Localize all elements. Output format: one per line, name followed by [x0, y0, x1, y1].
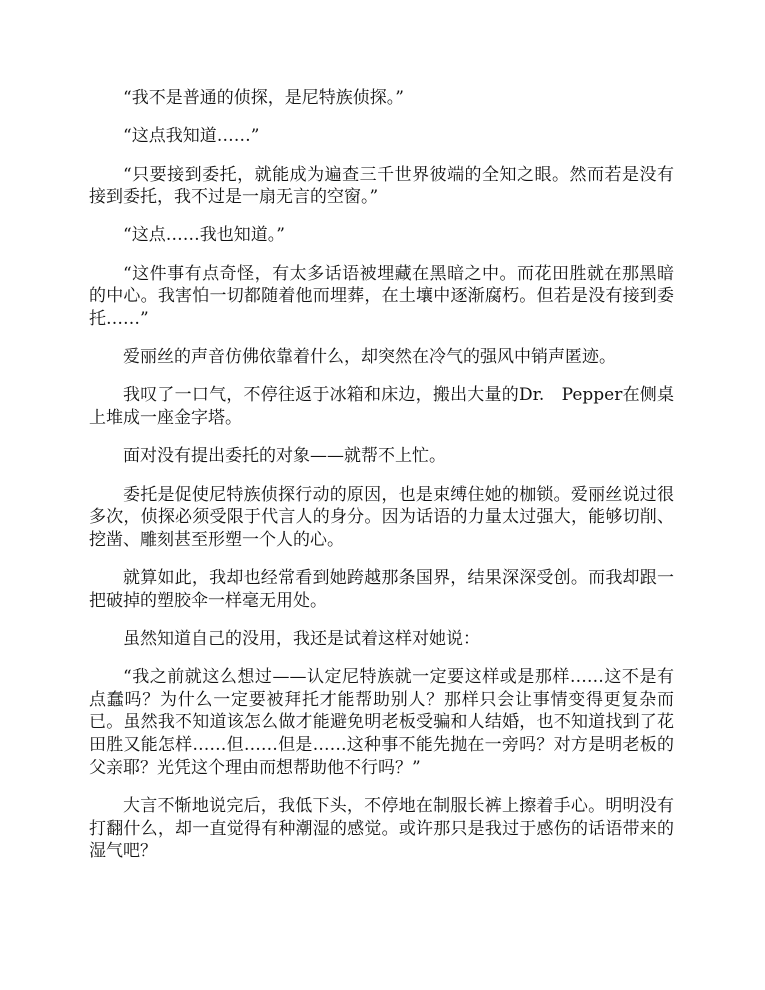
paragraph-9: 委托是促使尼特族侦探行动的原因，也是束缚住她的枷锁。爱丽丝说过很多次，侦探必须受限于代言人的身分。因为话语的力量太过强大，能够切削、挖凿、雕刻甚至形塑一个人的心。 [89, 484, 674, 550]
paragraph-8: 面对没有提出委托的对象——就帮不上忙。 [123, 446, 446, 467]
paragraph-6: 爱丽丝的声音仿佛依靠着什么，却突然在冷气的强风中销声匿迹。 [123, 347, 616, 368]
book-page [89, 87, 674, 878]
paragraph-1: “我不是普通的侦探，是尼特族侦探。” [123, 88, 404, 108]
paragraph-3: “只要接到委托，就能成为遍查三千世界彼端的全知之眼。然而若是没有接到委托，我不过是一扇无言的空窗。” [89, 164, 674, 208]
paragraph-2: “这点我知道……” [123, 126, 260, 147]
paragraph-13: 大言不惭地说完后，我低下头，不停地在制服长裤上擦着手心。明明没有打翻什么，却一直觉得有种潮湿的感觉。或许那只是我过于感伤的话语带来的湿气吧？ [89, 795, 674, 862]
paragraph-4: “这点……我也知道。” [123, 225, 285, 246]
paragraph-5: “这件事有点奇怪，有太多话语被埋藏在黑暗之中。而花田胜就在那黑暗的中心。我害怕一切都随着他而埋葬，在土壤中逐渐腐朽。但若是没有接到委托……” [89, 263, 674, 329]
paragraph-11: 虽然知道自己的没用，我还是试着这样对她说： [123, 628, 480, 649]
paragraph-12: “我之前就这么想过——认定尼特族就一定要这样或是那样……这不是有点蠢吗？为什么一定要被拜托才能帮助别人？那样只会让事情变得更复杂而已。虽然我不知道该怎么做才能避免明老板受骗和人结婚，也不知道找到了花田胜又能怎样……但……但是……这种事不能先抛在一旁吗？对方是明老板的父亲耶？光凭这个理由而想帮助他不行吗？” [89, 667, 674, 778]
paragraph-10: 就算如此，我却也经常看到她跨越那条国界，结果深深受创。而我却跟一把破掉的塑胶伞一样毫无用处。 [89, 568, 674, 611]
paragraph-7: 我叹了一口气，不停往返于冰箱和床边，搬出大量的Dr. Pepper在侧桌上堆成一座金字塔。 [89, 385, 674, 429]
